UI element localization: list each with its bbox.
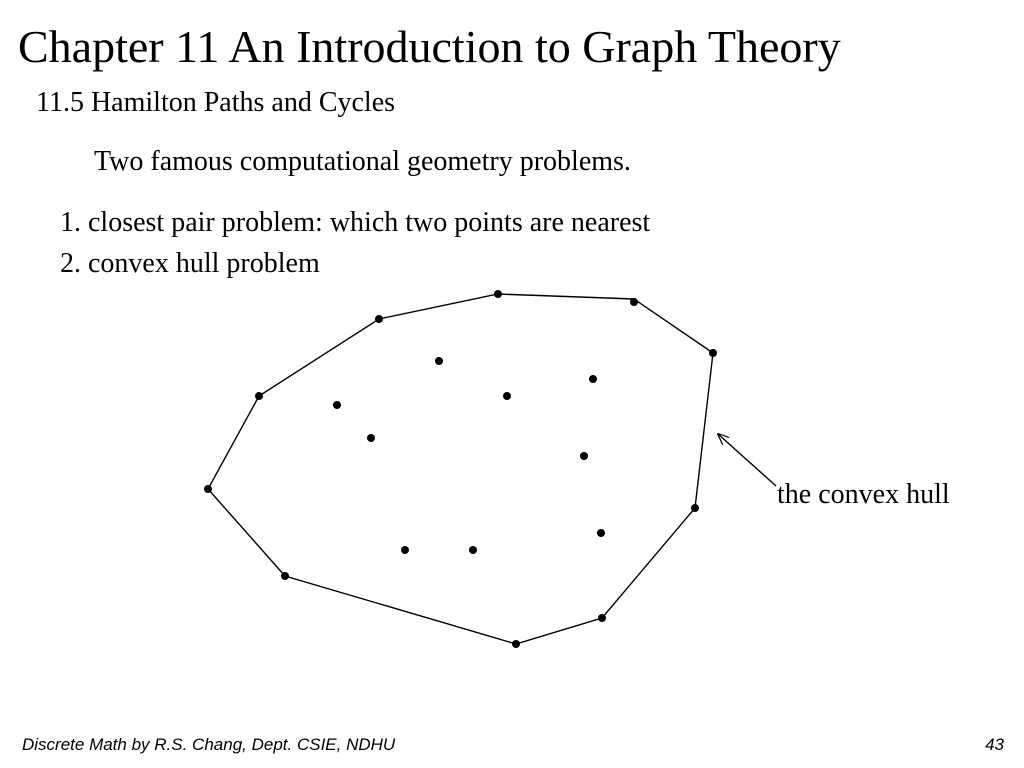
interior-point (401, 546, 409, 554)
page-number: 43 (985, 735, 1004, 754)
hull-point (255, 392, 263, 400)
hull-point (204, 485, 212, 493)
interior-point (597, 529, 605, 537)
hull-point (598, 614, 606, 622)
point-set (204, 290, 717, 648)
hull-point (494, 290, 502, 298)
interior-point (580, 452, 588, 460)
hull-point (281, 572, 289, 580)
intro-text: Two famous computational geometry problems. (94, 146, 631, 177)
interior-point (435, 357, 443, 365)
hull-pointer-arrow (718, 434, 776, 486)
hull-point (709, 349, 717, 357)
list-item-convex-hull: 2. convex hull problem (60, 248, 320, 279)
slide-title: Chapter 11 An Introduction to Graph Theory (18, 21, 841, 72)
interior-point (589, 375, 597, 383)
hull-point (512, 640, 520, 648)
footer-credit: Discrete Math by R.S. Chang, Dept. CSIE, NDHU (22, 735, 396, 754)
section-subtitle: 11.5 Hamilton Paths and Cycles (36, 87, 396, 118)
convex-hull-polygon (208, 294, 713, 644)
interior-point (469, 546, 477, 554)
hull-point (375, 315, 383, 323)
interior-point (503, 392, 511, 400)
hull-point (691, 504, 699, 512)
hull-point (630, 298, 638, 306)
convex-hull-label: the convex hull (777, 479, 950, 510)
interior-point (367, 434, 375, 442)
interior-point (333, 401, 341, 409)
list-item-closest-pair: 1. closest pair problem: which two points are nearest (60, 207, 651, 238)
